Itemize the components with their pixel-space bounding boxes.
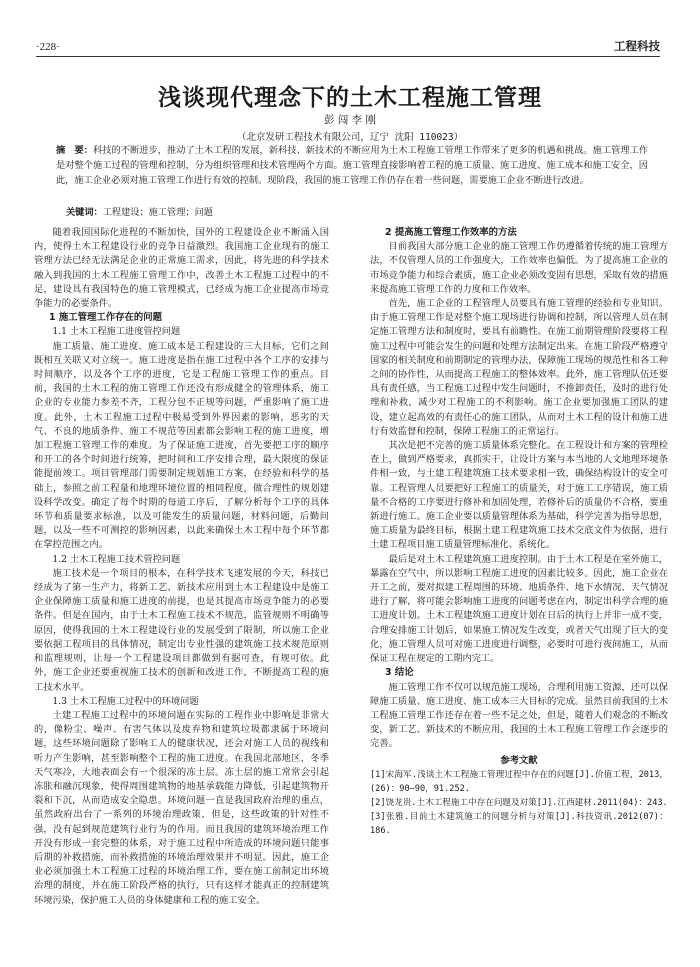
abstract (56, 143, 648, 189)
keywords-text: 工程建设；施工管理；问题 (102, 207, 213, 218)
section-1-3-paragraph: 土建工程施工过程中的环境问题在实际的工程作业中影响是非常大的，像粉尘、噪声、有害气体以及废弃物和建筑垃圾都隶属于环境问题，这些环境问题除了影响工人的健康状况，还会对施工人员的视线和听力产生影响，甚至影响整个工程的施工进度。在我国北部地区，冬季天气寒冷，大地表面会有一个很深的冻土层。冻土层的施工常常会引起冻胀和融沉现象，使得周围建筑物的地基承载能力降低，引起建筑物开裂和下沉，从而造成安全隐患。环境问题一直是我国政府治理的重点，虽然政府出台了一系列的环境治理政策，但是，这些政策的针对性不强，没有起到规范建筑行业行为的作用。而且我国的建筑环境治理工作开没有形成一套完整的体系，对于施工过程中所造成的环境问题只能事后期的补救措施，而补救措施的环境治理效果并不明显。因此，施工企业必须加强土木工程施工过程的环境治理工作，要在施工前制定出环境治理的制度，并在施工阶段严格的执行，只有这样才能真正的控制建筑环境污染，保护施工人员的身体健康和工程的施工安全。 (34, 709, 329, 906)
affiliation: （北京发研工程技术有限公司，辽宁 沈阳 110023） (236, 132, 464, 143)
section-2-paragraph-2: 首先，施工企业的工程管理人员要具有施工管理的经验和专业知识。由于施工管理工作是对整个施工现场进行协调和控制，所以管理人员在制定施工管理方法和制度时，要具有前瞻性。在施工前期管理阶段要将工程施工过程中可能会发生的问题和处理方法制定出来。在施工阶段严格遵守国家的相关制度和前期制定的管理办法，保障施工现场的规范性和各工种之间的协作性，从而提高工程施工的整体效率。此外，施工管理队伍还要具有责任感，当工程施工过程中发生问题时，不推卸责任，及时的进行处理和补救，减少对工程施工的不利影响。施工企业要加强施工团队的建设，建立起高效的有责任心的施工团队，从而对土木工程的设计和施工进行有效监督和控制，保障工程施工的正常运行。 (370, 298, 668, 437)
page-number: ·228· (36, 41, 60, 53)
section-1-2-heading: 1.2 土木工程施工技术管控问题 (52, 553, 181, 565)
keywords (66, 204, 648, 218)
article-title: 浅谈现代理念下的土木工程施工管理 (158, 84, 542, 111)
authors: 彭 闯 李 刚 (323, 114, 376, 126)
section-2-paragraph-4: 最后是对土木工程建筑施工进度控制。由于土木工程是在室外施工，暴露在空气中，所以影响工程施工进度的因素比较多。因此，施工企业在开工之前，要对拟建工程周围的环境、地质条件、地下水情况、天气情况进行了解，将可能会影响施工进度的问题考虑在内，制定出科学合理的施工进度计划。土木工程建筑施工进度计划在日后的执行上并非一成不变，合理安排施工计划后，如果施工情况发生改变，或者天气出现了巨大的变化，施工管理人员可对施工进度进行调整，必要时可进行夜间施工，从而保证工程在规定的工期内完工。 (370, 553, 668, 665)
journal-name: 工程科技 (614, 39, 660, 53)
section-2-paragraph-3: 其次是把不完善的施工质量体系完整化。在工程设计和方案的管理检查上，做到严格要求，真抓实干，让设计方案与本当地的人文地理环境条件相一致，与土建工程建筑施工技术要求相一致，确保结构设计的安全可靠。工程管理人员要把好工程施工的质量关，对于施工工序错误，施工质量不合格的工序要进行修补和加固处理，若修补后的质量仍不合格，要重新进行施工。施工企业要以质量管理体系为基础，科学完善为指导思想，施工质量为最终目标，根据土建工程建筑施工技术交底文件为依据，进行土建工程项目施工质量管理标准化、系统化。 (370, 440, 668, 551)
section-1-2-paragraph: 施工技术是一个项目的根本，在科学技术飞速发展的今天，科技已经成为了第一生产力，将新工艺、新技术应用到土木工程建设中是施工企业保障施工质量和施工进度的前提，也是其提高市场竞争能力的必要条件。但是在国内，由于土木工程施工技术不规范，监管规则不明确等原因，使得我国的土木工程建设行业的发展受到了限制，所以施工企业要依据工程项目的具体情况，制定出专业性强的建筑施工技术规范原则和监理规则，让每一个工程建设项目都做到有据可查，有规可依。此外，施工企业还要重视施工技术的创新和改进工作，不断提高工程的施工技术水平。 (34, 567, 329, 693)
section-1-heading: 1 施工管理工作存在的问题 (49, 312, 162, 324)
abstract-text: 科技的不断进步，推动了土木工程的发展，新科技、新技术的不断应用为土木工程施工管理工作带来了更多的机遇和挑战。施工管理工作是对整个施工过程的管理和控制，分为组织管理和技术管理两个方面。施工管理直接影响着工程的施工质量、施工进度、施工成本和施工安全，因此，施工企业必须对施工管理工作进行有效的控制。现阶段，我国的施工管理工作仍存在着一些问题，需要施工企业不断进行改进。 (56, 145, 649, 187)
section-1-1-paragraph: 施工质量、施工进度、施工成本是工程建设的三大目标，它们之间既相互关联又对立统一。施工进度是指在施工过程中各个工序的安排与时间顺序，以及各个工序的进度，它是工程施工管理工作的重点。目前，我国的土木工程的施工管理工作还没有形成健全的管理体系，施工企业的专业能力参差不齐，工程分包不正规等问题，严重影响了施工进度。此外，土木工程施工过程中极易受到外界因素的影响，恶劣的天气、不良的地质条件、施工不规范等因素都会影响工程的施工进度，增加工程施工管理工作的难度。为了保证施工进度，首先要把工序的顺序和开工的各个时间进行统筹，把时间和工序安排合理，最大限度的保证能提前竣工。项目管理部门需要制定规划施工方案，在经验和科学的基础上，参照之前工程量和地理环境位置的相同程度，做合理性的规划建设科学改变。确定了每个时期的每道工序后，了解分析每个工序的具体环节和质量要求标准，以及可能发生的质量问题，材料问题，后勤问题，以及一些不可测控的影响因素，以此来确保土木工程中每个环节都在掌控范围之内。 (34, 340, 329, 551)
reference-item: [1]宋海军.浅谈土木工程施工管理过程中存在的问题[J].价值工程，2013，(26)：90—90，91.252. (370, 769, 668, 794)
right-column (370, 226, 668, 838)
references-heading: 参考文献 (500, 754, 538, 766)
intro-paragraph: 随着我国国际化进程的不断加快，国外的工程建设企业不断涌入国内，使得土木工程建设行业的竞争日益激烈。我国施工企业现有的施工管理方法已经无法满足企业的正常施工需求，因此，将先进的科学技术融入到我国的土木工程施工管理工作中，改善土木工程施工过程中的不足，建设具有我国特色的施工管理模式，已经成为施工企业提高市场竞争能力的必要条件。 (34, 227, 329, 310)
header-rule (36, 56, 660, 57)
section-1-3-heading: 1.3 土木工程施工过程中的环境问题 (52, 695, 199, 707)
section-2-heading: 2 提高施工管理工作效率的方法 (385, 227, 517, 238)
reference-item: [3]张雅.目前土木建筑施工的问题分析与对策[J].科技资讯.2012(07)：186. (370, 811, 668, 836)
left-column (34, 226, 329, 908)
keywords-label: 关键词： (66, 207, 103, 218)
section-3-paragraph: 施工管理工作不仅可以规范施工现场，合理利用施工资源，还可以保障施工质量、施工进度、施工成本三大目标的完成。虽然目前我国的土木工程施工管理工作还存在着一些不足之处，但是，随着人们观念的不断改变，新工艺、新技术的不断应用，我国的土木工程施工管理工作会逐步的完善。 (370, 681, 668, 750)
reference-item: [2]饶龙贵.土木工程施工中存在问题及对策[J].江西建材.2011(04)：243. (370, 797, 668, 808)
abstract-label: 摘 要： (56, 145, 94, 156)
section-3-heading: 3 结论 (385, 667, 414, 679)
section-1-1-heading: 1.1 土木工程施工进度管控问题 (52, 326, 181, 338)
section-2-paragraph-1: 目前我国大部分施工企业的施工管理工作仍遵循着传统的施工管理方法，不仅管理人员的工作强度大，工作效率也偏低。为了提高施工企业的市场竞争能力和综合素质，施工企业必须改变固有思想，采取有效的措施来提高施工管理工作的力度和工作效率。 (370, 241, 668, 295)
